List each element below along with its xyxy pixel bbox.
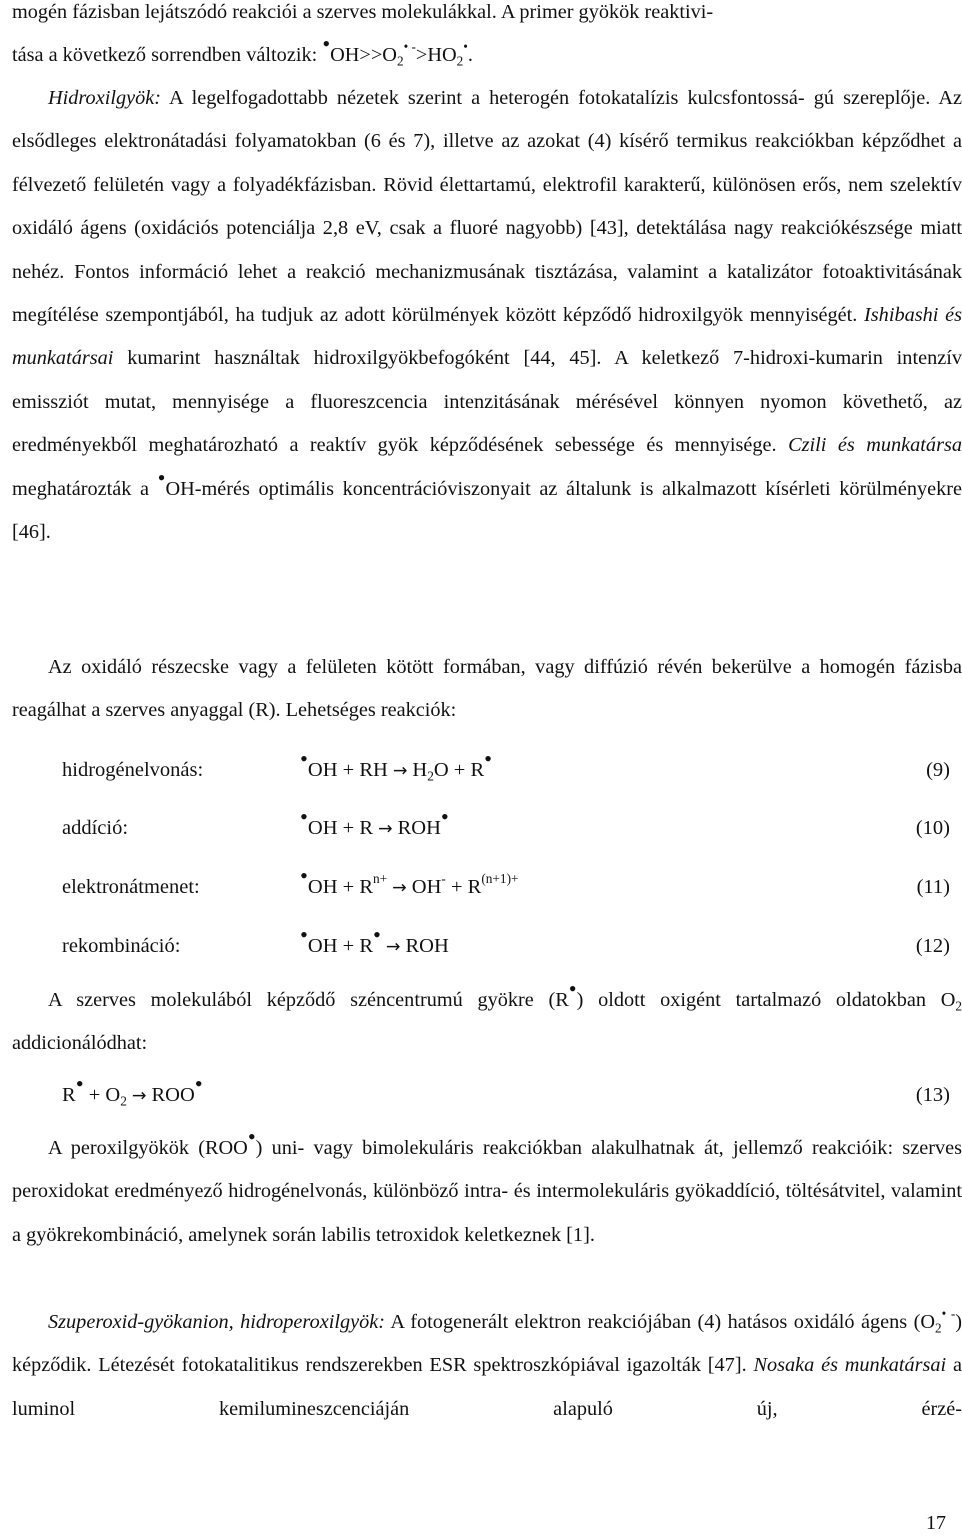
paragraph-reactions-intro: Az oxidáló részecske vagy a felületen kötött formában, vagy diffúzió révén bekerülve a homogén fázisba reagálhat a szerves anyaggal (R). Lehetséges reakciók:: [12, 656, 962, 722]
section-lead-hydroxyl: Hidroxilgyök:: [48, 87, 162, 109]
author-nosaka: Nosaka és munkatársai: [753, 1354, 947, 1377]
paragraph-carbon-radical: A szerves molekulából képződő széncentrumú gyökre (R•) oldott oxigént tartalmazó oldatokban $O_2$ addicionálódhat:: [12, 975, 962, 1055]
equation-number: (9): [926, 759, 950, 781]
section-lead-superoxide: Szuperoxid-gyökanion, hidroperoxilgyök:: [48, 1311, 386, 1333]
text-line-reactivity-order: tása a következő sorrendben változik: $•OH>>O_2^{• -}>HO_2^•$.: [12, 31, 473, 70]
arrow-icon: →: [392, 878, 407, 898]
arrow-icon: →: [385, 937, 401, 957]
equation-12: rekombináció: •OH + R•→ ROH (12): [62, 925, 950, 968]
page-number: 17: [926, 1512, 946, 1534]
arrow-icon: →: [392, 761, 408, 781]
equation-number: (13): [915, 1084, 950, 1106]
paragraph-peroxyl-radicals: A peroxilgyökök (ROO•) uni- vagy bimolekuláris reakciókban alakulhatnak át, jellemző reakcióik: szerves peroxidokat eredményező hidrogénelvonás, különböző intra- és intermolekuláris gyökaddíció, töltésátvitel, valamint a gyökrekombináció, amelynek során labilis tetroxidok keletkeznek [1].: [12, 1123, 962, 1246]
equation-number: (12): [915, 935, 950, 957]
equation-9: hidrogénelvonás: •OH + RH → $H_2O$ + R• (9): [62, 749, 950, 792]
equation-13: R• + $O_2$ → ROO• (13): [62, 1074, 950, 1117]
paragraph-superoxide: Szuperoxid-gyökanion, hidroperoxilgyök: A fotogenerált elektron reakciójában (4) hatásos oxidáló ágens $(O_2^{• -})$ képződik. Létezését fotokatalitikus rendszerekben ESR spektroszkópiával igazolták [47]. Nosaka és munkatársai a luminol kemilumineszcenciáján alapuló új, érzé-: [12, 1306, 962, 1420]
radical-dot: •: [322, 31, 331, 57]
text-line: mogén fázisban lejátszódó reakciói a szerves molekulákkal. A primer gyökök reaktivi-: [12, 1, 714, 23]
arrow-icon: →: [378, 819, 393, 839]
arrow-icon: →: [131, 1086, 147, 1106]
paragraph-hydroxyl-radical: Hidroxilgyök: A legelfogadottabb nézetek szerint a heterogén fotokatalízis kulcsfontossá- gú szereplője. Az elsődleges elektronátadási folyamatokban (6 és 7), illetve az azokat (4) kísérő termikus reakciókban képződhet a félvezető felületén vagy a folyadékfázisban. Rövid élettartamú, elektrofil karakterű, különösen erős, nem szelektív oxidáló ágens (oxidációs potenciálja 2,8 eV, csak a fluoré nagyobb) [43], detektálása nagy reakciókészsége miatt nehéz. Fontos információ lehet a reakció mechanizmusának tisztázása, valamint a katalizátor fotoaktivitásának megítélése szempontjából, ha tudjuk az adott körülmények között képződő hidroxilgyök mennyiségét. Ishibashi és munkatársai kumarint használtak hidroxilgyökbefogóként [44, 45]. A keletkező 7-hidroxi-kumarin intenzív emissziót mutat, mennyisége a fluoreszcencia intenzitásának mérésével könnyen nyomon követhető, az eredményekből meghatározható a reaktív gyök képződésének sebessége és mennyisége. Czili és munkatársa meghatározták a •OH-mérés optimális koncentrációviszonyait az általunk is alkalmazott kísérleti körülményekre [46].: [12, 87, 962, 544]
equation-number: (10): [915, 817, 950, 839]
radical-dot: •: [157, 464, 166, 490]
equation-11: elektronátmenet: •OH + $R^{n+} \to OH^- + R^{(n+1)+}$ (11): [62, 866, 950, 909]
author-ishibashi: Ishibashi és munkatársai: [12, 304, 962, 370]
equation-number: (11): [916, 876, 950, 898]
equation-10: addíció: •OH + R → ROH• (10): [62, 807, 950, 850]
paragraph-continuation: [12, 0, 962, 78]
author-czili: Czili és munkatársa: [788, 434, 962, 457]
